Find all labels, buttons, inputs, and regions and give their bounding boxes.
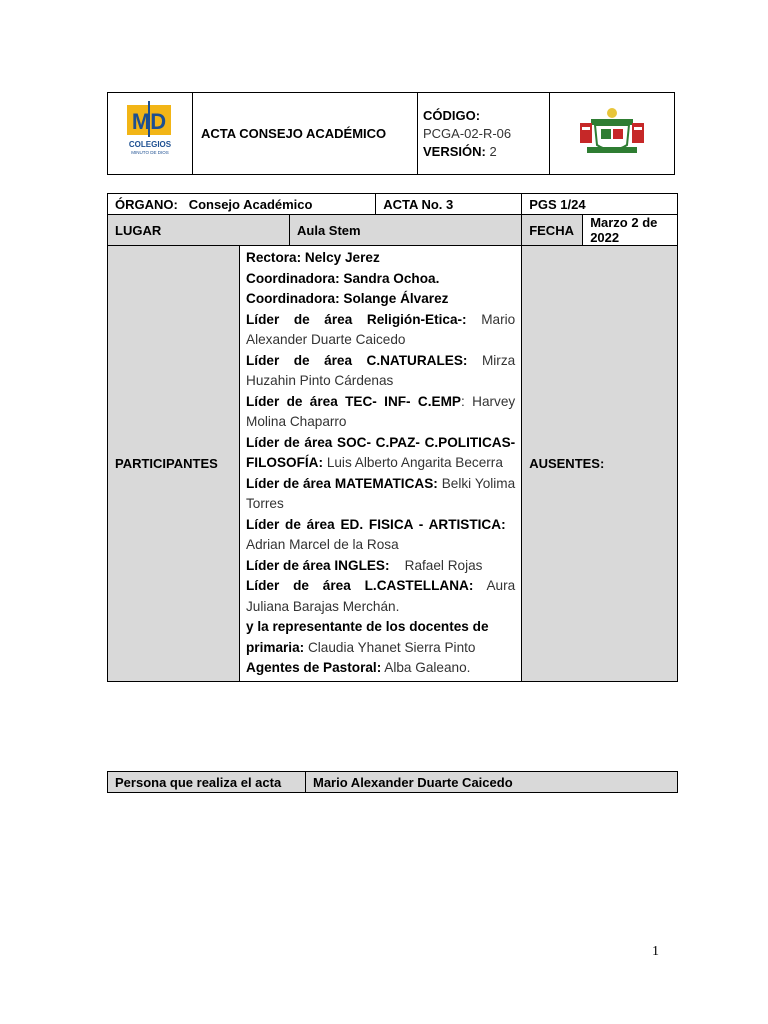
fecha-value: Marzo 2 de 2022 [583, 215, 678, 246]
logo-line1: COLEGIOS [128, 140, 172, 149]
document-title: ACTA CONSEJO ACADÉMICO [193, 93, 418, 175]
page-number: 1 [652, 944, 659, 959]
participant-primaria: y la representante de los docentes de primaria: Claudia Yhanet Sierra Pinto [246, 619, 489, 655]
organo-value: Consejo Académico [188, 196, 313, 212]
participant-naturales: Líder de área C.NATURALES: Mirza Huzahin Pinto Cárdenas [246, 352, 516, 388]
participant-coord2: Coordinadora: Solange Álvarez [246, 291, 449, 306]
lugar-label: LUGAR [108, 215, 290, 246]
organo-cell [108, 194, 376, 215]
acta-info-table [107, 193, 678, 682]
participant-tec: Líder de área TEC- INF- C.EMP: Harvey Molina Chaparro [246, 393, 516, 429]
code-label: CÓDIGO: [423, 107, 481, 123]
participants-list [240, 246, 522, 682]
participant-ingles: Líder de área INGLES: Rafael Rojas [246, 557, 483, 573]
version-value: 2 [489, 143, 497, 159]
participant-castellana: Líder de área L.CASTELLANA: Aura Juliana Barajas Merchán. [246, 578, 516, 614]
acta-number: ACTA No. 3 [376, 194, 522, 215]
header-table [107, 92, 675, 175]
participant-rectora: Rectora: Nelcy Jerez [246, 250, 380, 265]
participant-religion: Líder de área Religión-Etica-: Mario Alexander Duarte Caicedo [246, 311, 516, 347]
participant-matematicas: Líder de área MATEMATICAS: Belki Yolima Torres [246, 475, 516, 511]
author-label: Persona que realiza el acta [108, 772, 306, 793]
participant-coord1: Coordinadora: Sandra Ochoa. [246, 270, 440, 286]
pages-count: PGS 1/24 [522, 194, 678, 215]
logo-line2: MINUTO DE DIOS [131, 150, 169, 155]
md-logo [119, 99, 181, 163]
lugar-value: Aula Stem [290, 215, 522, 246]
school-seal-icon [577, 105, 647, 157]
author-name: Mario Alexander Duarte Caicedo [306, 772, 678, 793]
code-value: PCGA-02-R-06 [423, 125, 512, 141]
code-cell [418, 93, 550, 175]
logo-letters: MD [131, 109, 167, 134]
logo-cell [108, 93, 193, 175]
participant-pastoral: Agentes de Pastoral: Alba Galeano. [246, 660, 471, 675]
seal-cell [550, 93, 675, 175]
author-row [107, 771, 678, 793]
participantes-label: PARTICIPANTES [108, 246, 240, 682]
version-label: VERSIÓN: [423, 143, 486, 159]
ausentes-label: AUSENTES: [522, 246, 678, 682]
participant-sociales: Líder de área SOC- C.PAZ- C.POLITICAS- FILOSOFÍA: Luis Alberto Angarita Becerra [246, 434, 516, 470]
fecha-label: FECHA [522, 215, 583, 246]
organo-label: ÓRGANO: [115, 196, 178, 212]
participant-edfisica: Líder de área ED. FISICA - ARTISTICA: Adrian Marcel de la Rosa [246, 516, 506, 552]
